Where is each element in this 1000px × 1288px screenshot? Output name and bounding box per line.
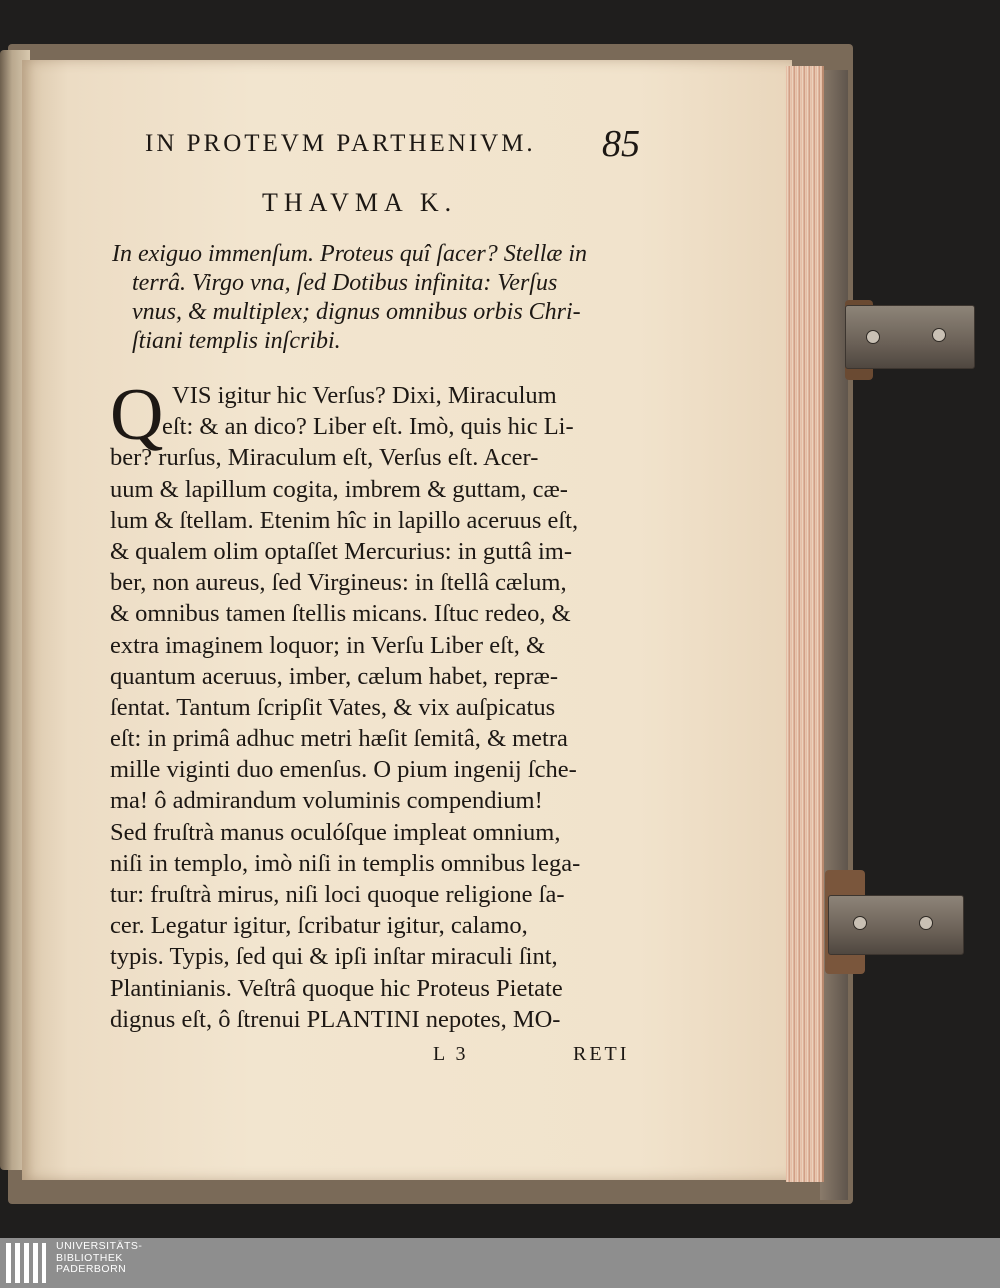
rivet-icon [919,916,933,930]
body-line: eſt: in primâ adhuc metri hæſit ſemitâ, & metra [110,725,568,753]
body-line: VIS igitur hic Verſus? Dixi, Miraculum [172,382,557,409]
body-line: & omnibus tamen ſtellis micans. Iſtuc redeo, & [110,600,571,628]
italic-line: In exiguo immenſum. Proteus quî ſacer? Stellæ in [112,241,588,267]
body-line: lum & ſtellam. Etenim hîc in lapillo aceruus eſt, [110,506,579,534]
rivet-icon [853,916,867,930]
rivet-icon [866,330,880,344]
cover-edge [820,70,848,1200]
library-name-line: UNIVERSITÄTS- [56,1240,143,1252]
clasp-lower [828,895,964,955]
body-text [110,374,640,1035]
clasp-upper [845,305,975,369]
library-logo-icon [6,1243,48,1283]
rivet-icon [932,328,946,342]
italic-line: terrâ. Virgo vna, ſed Dotibus infinita: Verſus [132,270,558,296]
signature-mark: L 3 [433,1043,469,1065]
page-edges [786,66,824,1182]
body-line: ber? rurſus, Miraculum eſt, Verſus eſt. Acer- [110,444,539,472]
body-line: ſentat. Tantum ſcripſit Vates, & vix auſpicatus [110,693,556,721]
body-line: cer. Legatur igitur, ſcribatur igitur, calamo, [110,912,528,940]
catchword: RETI [573,1043,630,1065]
body-line: ma! ô admirandum voluminis compendium! [110,787,543,815]
body-line: & qualem olim optaſſet Mercurius: in guttâ im- [110,537,573,565]
body-line: Plantinianis. Veſtrâ quoque hic Proteus Pietate [110,974,563,1002]
library-name-line: PADERBORN [56,1263,127,1275]
italic-line: ſtiani templis inſcribi. [132,328,341,354]
running-header: IN PROTEVM PARTHENIVM. [145,130,536,157]
body-line: uum & lapillum cogita, imbrem & guttam, cæ- [110,475,568,503]
page-number: 85 [602,123,640,165]
body-line: tur: fruſtrà mirus, niſi loci quoque religione ſa- [110,881,565,908]
body-line: Sed fruſtrà manus oculóſque impleat omnium, [110,818,561,846]
library-name-line: BIBLIOTHEK [56,1251,123,1264]
section-title: THAVMA K. [262,188,458,217]
drop-cap: Q [110,374,164,456]
body-line: niſi in templo, imò niſi in templis omnibus lega- [110,849,581,877]
body-line: eſt: & an dico? Liber eſt. Imò, quis hic Li- [162,413,574,441]
body-line: extra imaginem loquor; in Verſu Liber eſt, & [110,631,545,659]
italic-summary [112,240,637,356]
body-line: mille viginti duo emenſus. O pium ingenij ſche- [110,756,577,784]
body-line: ber, non aureus, ſed Virgineus: in ſtellâ cælum, [110,569,567,597]
library-footer-bar [0,1238,1000,1288]
library-name [56,1241,142,1276]
body-line: quantum aceruus, imber, cælum habet, repræ- [110,662,559,690]
body-line: typis. Typis, ſed qui & ipſi inſtar miraculi ſint, [110,943,558,971]
body-line: dignus eſt, ô ſtrenui PLANTINI nepotes, MO- [110,1005,561,1033]
italic-line: vnus, & multiplex; dignus omnibus orbis Chri- [132,299,581,325]
